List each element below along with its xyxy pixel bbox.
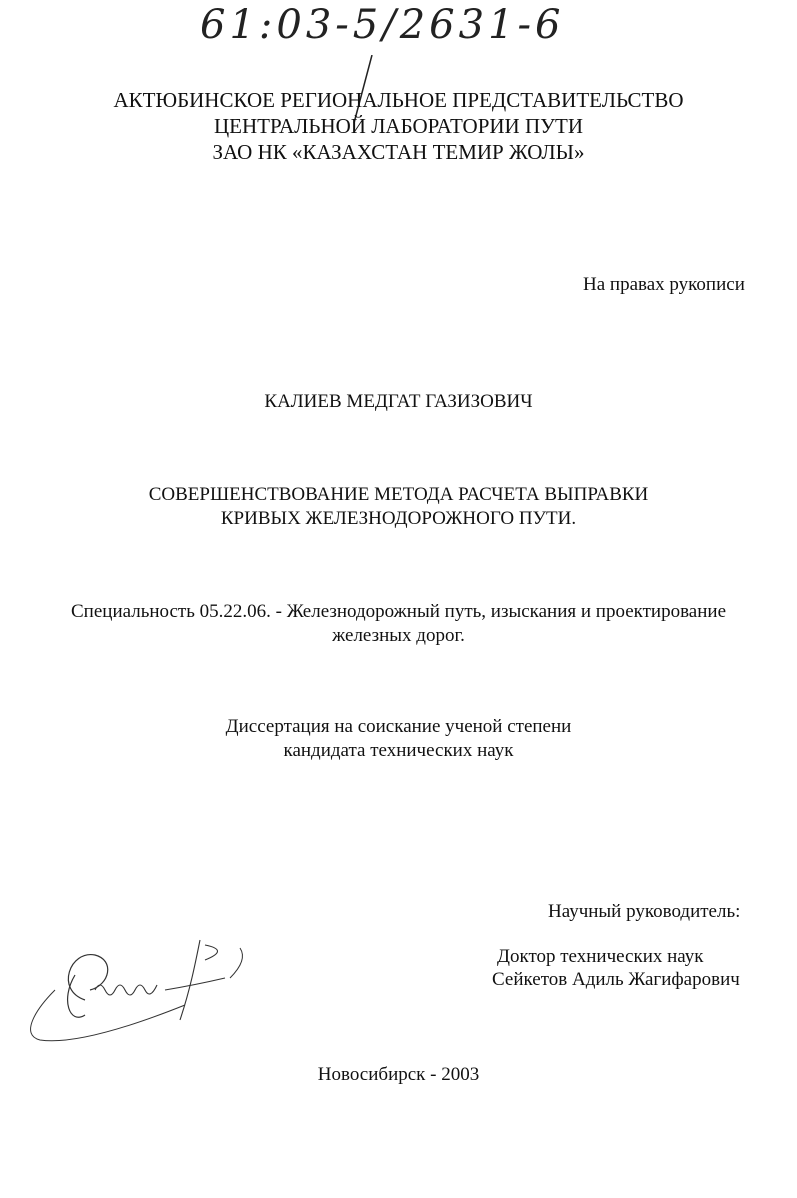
supervisor-degree: Доктор технических наук bbox=[497, 946, 704, 967]
organization-line: ЦЕНТРАЛЬНОЙ ЛАБОРАТОРИИ ПУТИ bbox=[214, 114, 583, 138]
degree-line: кандидата технических наук bbox=[283, 740, 514, 761]
author-name: КАЛИЕВ МЕДГАТ ГАЗИЗОВИЧ bbox=[264, 391, 533, 412]
specialty-line: Специальность 05.22.06. - Железнодорожный путь, изыскания и проектирование bbox=[71, 601, 726, 622]
title-line: КРИВЫХ ЖЕЛЕЗНОДОРОЖНОГО ПУТИ. bbox=[220, 508, 577, 529]
supervisor-label: Научный руководитель: bbox=[548, 901, 741, 922]
specialty-line: железных дорог. bbox=[332, 625, 465, 646]
place-and-year: Новосибирск - 2003 bbox=[317, 1064, 480, 1085]
organization-line: АКТЮБИНСКОЕ РЕГИОНАЛЬНОЕ ПРЕДСТАВИТЕЛЬСТВО bbox=[113, 88, 684, 112]
signature bbox=[15, 930, 265, 1055]
specialty bbox=[0, 600, 797, 648]
manuscript-rights: На правах рукописи bbox=[583, 274, 745, 295]
dissertation-title bbox=[0, 483, 797, 531]
handwritten-code: 61:03-5/2631-6 bbox=[200, 2, 565, 48]
supervisor-name: Сейкетов Адиль Жагифарович bbox=[492, 969, 740, 990]
title-line: СОВЕРШЕНСТВОВАНИЕ МЕТОДА РАСЧЕТА ВЫПРАВКИ bbox=[148, 484, 649, 505]
organization-header bbox=[0, 87, 797, 165]
degree-line: Диссертация на соискание ученой степени bbox=[225, 716, 572, 737]
degree-statement bbox=[0, 715, 797, 763]
organization-line: ЗАО НК «КАЗАХСТАН ТЕМИР ЖОЛЫ» bbox=[212, 140, 585, 164]
